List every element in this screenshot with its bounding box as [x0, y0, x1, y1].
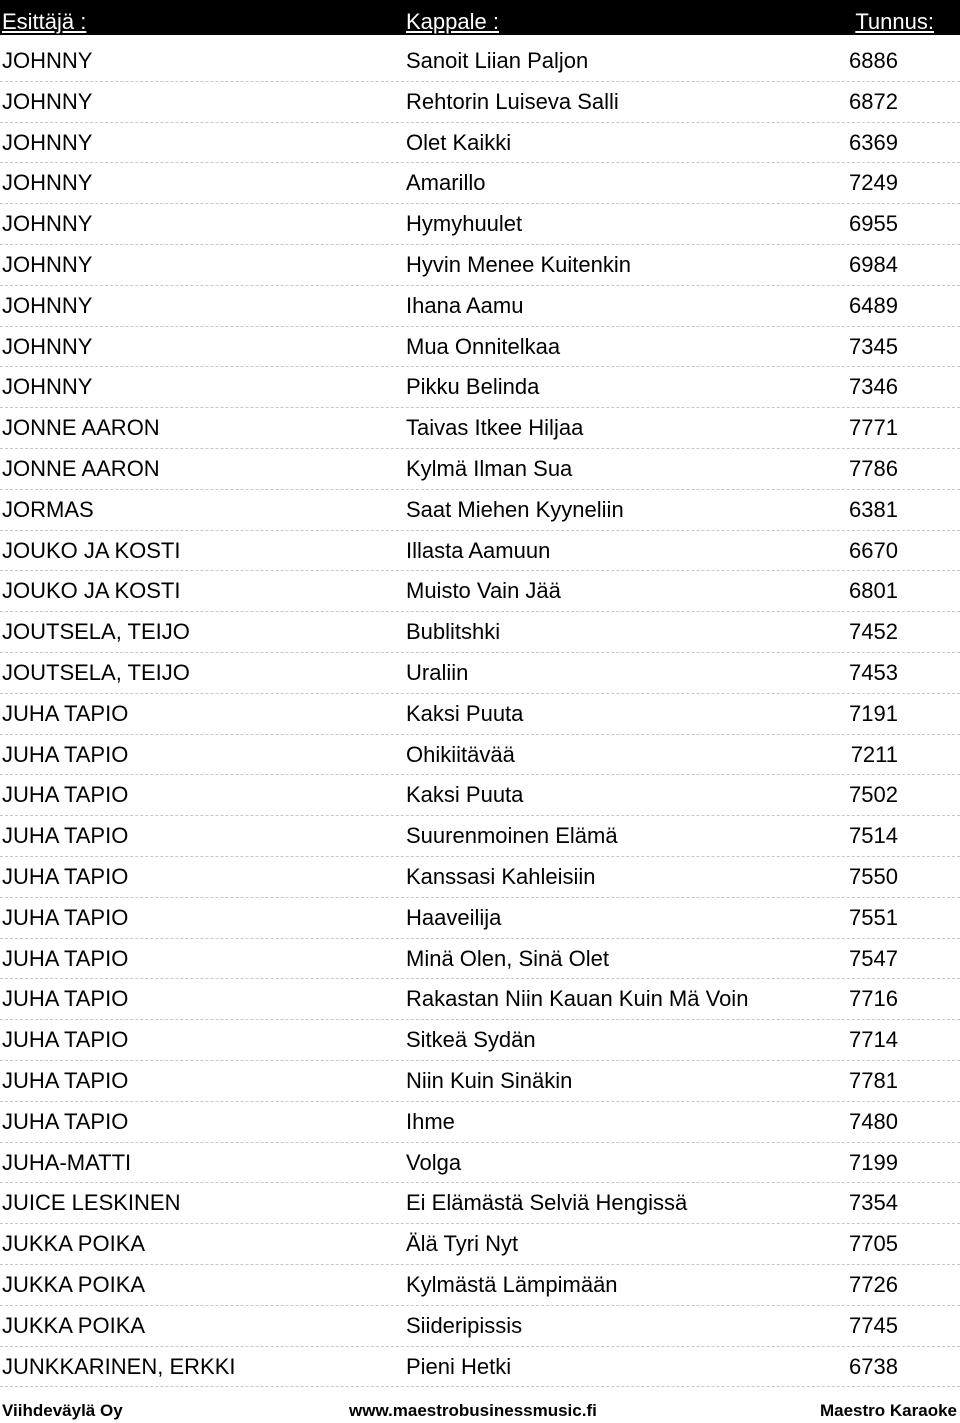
table-row — [0, 939, 960, 980]
code-cell: 7547 — [849, 945, 898, 971]
header-artist-label: Esittäjä : — [2, 9, 87, 34]
code-cell: 6381 — [849, 496, 898, 522]
song-cell: Minä Olen, Sinä Olet — [406, 945, 609, 971]
song-cell: Olet Kaikki — [406, 129, 512, 155]
table-row — [0, 123, 960, 164]
song-cell: Pikku Belinda — [406, 374, 540, 400]
song-cell: Rakastan Niin Kauan Kuin Mä Voin — [406, 986, 749, 1012]
song-cell: Siideripissis — [406, 1312, 523, 1338]
code-cell: 6369 — [849, 129, 898, 155]
artist-cell: JOHNNY — [2, 374, 93, 400]
artist-cell: JUHA TAPIO — [2, 823, 129, 849]
code-cell: 7781 — [849, 1067, 898, 1093]
song-cell: Hymyhuulet — [406, 211, 523, 237]
code-cell: 7550 — [849, 863, 898, 889]
artist-cell: JUHA TAPIO — [2, 700, 129, 726]
song-cell: Mua Onnitelkaa — [406, 333, 561, 359]
song-cell: Älä Tyri Nyt — [406, 1231, 519, 1257]
artist-cell: JUKKA POIKA — [2, 1231, 146, 1257]
code-cell: 7726 — [849, 1271, 898, 1297]
code-cell: 7705 — [849, 1231, 898, 1257]
table-row — [0, 327, 960, 368]
code-cell: 7786 — [849, 455, 898, 481]
song-cell: Taivas Itkee Hiljaa — [406, 415, 584, 441]
song-cell: Saat Miehen Kyyneliin — [406, 496, 624, 522]
table-row — [0, 204, 960, 245]
song-cell: Uraliin — [406, 659, 469, 685]
table-row — [0, 408, 960, 449]
artist-cell: JUKKA POIKA — [2, 1271, 146, 1297]
song-cell: Kanssasi Kahleisiin — [406, 863, 596, 889]
code-cell: 7714 — [849, 1027, 898, 1053]
code-cell: 7502 — [849, 782, 898, 808]
song-cell: Kylmästä Lämpimään — [406, 1271, 618, 1297]
song-cell: Niin Kuin Sinäkin — [406, 1067, 573, 1093]
song-cell: Amarillo — [406, 170, 486, 196]
table-row — [0, 612, 960, 653]
code-cell: 7346 — [849, 374, 898, 400]
artist-cell: JORMAS — [2, 496, 94, 522]
song-cell: Ihme — [406, 1108, 455, 1134]
code-cell: 7211 — [850, 741, 898, 767]
artist-cell: JOHNNY — [2, 211, 93, 237]
code-cell: 7551 — [849, 904, 898, 930]
table-header — [0, 0, 960, 35]
code-cell: 7354 — [849, 1190, 898, 1216]
song-cell: Kylmä Ilman Sua — [406, 455, 573, 481]
table-row — [0, 163, 960, 204]
artist-cell: JUKKA POIKA — [2, 1312, 146, 1338]
artist-cell: JUHA TAPIO — [2, 782, 129, 808]
artist-cell: JUHA TAPIO — [2, 863, 129, 889]
artist-cell: JOUKO JA KOSTI — [2, 537, 181, 563]
header-song-label: Kappale : — [406, 9, 499, 34]
table-row — [0, 286, 960, 327]
artist-cell: JUHA TAPIO — [2, 1108, 129, 1134]
artist-cell: JUNKKARINEN, ERKKI — [2, 1353, 236, 1379]
table-row — [0, 694, 960, 735]
code-cell: 7199 — [849, 1149, 898, 1175]
artist-cell: JOHNNY — [2, 251, 93, 277]
artist-cell: JOUKO JA KOSTI — [2, 578, 181, 604]
footer-brand: Maestro Karaoke — [819, 1401, 957, 1420]
table-row — [0, 775, 960, 816]
table-row — [0, 1347, 960, 1388]
table-row — [0, 816, 960, 857]
code-cell: 6670 — [849, 537, 898, 563]
artist-cell: JUICE LESKINEN — [2, 1190, 181, 1216]
code-cell: 7453 — [849, 659, 898, 685]
code-cell: 7480 — [849, 1108, 898, 1134]
artist-cell: JUHA TAPIO — [2, 904, 129, 930]
table-row — [0, 1061, 960, 1102]
code-cell: 6872 — [849, 88, 898, 114]
footer-company: Viihdeväylä Oy — [2, 1401, 123, 1420]
song-cell: Kaksi Puuta — [406, 700, 524, 726]
song-cell: Rehtorin Luiseva Salli — [406, 88, 619, 114]
artist-cell: JUHA TAPIO — [2, 945, 129, 971]
table-row — [0, 490, 960, 531]
song-cell: Muisto Vain Jää — [406, 578, 561, 604]
code-cell: 7771 — [849, 415, 898, 441]
table-row — [0, 1306, 960, 1347]
page-footer — [0, 1396, 960, 1423]
code-cell: 6984 — [849, 251, 898, 277]
table-row — [0, 245, 960, 286]
code-cell: 6489 — [849, 292, 898, 318]
code-cell: 6955 — [849, 211, 898, 237]
table-row — [0, 571, 960, 612]
song-cell: Ei Elämästä Selviä Hengissä — [406, 1190, 688, 1216]
artist-cell: JOHNNY — [2, 88, 93, 114]
table-row — [0, 735, 960, 776]
song-cell: Bublitshki — [406, 619, 501, 645]
song-cell: Suurenmoinen Elämä — [406, 823, 618, 849]
artist-cell: JOUTSELA, TEIJO — [2, 659, 190, 685]
artist-cell: JUHA TAPIO — [2, 986, 129, 1012]
code-cell: 6738 — [849, 1353, 898, 1379]
table-row — [0, 1265, 960, 1306]
table-row — [0, 1224, 960, 1265]
song-cell: Sanoit Liian Paljon — [406, 48, 589, 73]
code-cell: 7191 — [849, 700, 898, 726]
artist-cell: JONNE AARON — [2, 415, 160, 441]
code-cell: 7745 — [849, 1312, 898, 1338]
song-cell: Illasta Aamuun — [406, 537, 551, 563]
song-cell: Sitkeä Sydän — [406, 1027, 536, 1053]
song-cell: Kaksi Puuta — [406, 782, 524, 808]
code-cell: 7345 — [849, 333, 898, 359]
table-row — [0, 653, 960, 694]
table-row — [0, 1143, 960, 1184]
artist-cell: JOHNNY — [2, 48, 93, 73]
table-row — [0, 1020, 960, 1061]
table-row — [0, 82, 960, 123]
artist-cell: JOHNNY — [2, 129, 93, 155]
artist-cell: JUHA TAPIO — [2, 1027, 129, 1053]
song-cell: Volga — [406, 1149, 462, 1175]
artist-cell: JUHA TAPIO — [2, 741, 129, 767]
song-list — [0, 41, 960, 1387]
code-cell: 6886 — [849, 48, 898, 73]
artist-cell: JONNE AARON — [2, 455, 160, 481]
song-cell: Haaveilija — [406, 904, 502, 930]
code-cell: 6801 — [849, 578, 898, 604]
table-row — [0, 857, 960, 898]
song-cell: Pieni Hetki — [406, 1353, 512, 1379]
table-row — [0, 898, 960, 939]
table-row — [0, 449, 960, 490]
song-cell: Ohikiitävää — [406, 741, 515, 767]
code-cell: 7716 — [849, 986, 898, 1012]
song-cell: Ihana Aamu — [406, 292, 524, 318]
table-row — [0, 1183, 960, 1224]
artist-cell: JUHA TAPIO — [2, 1067, 129, 1093]
artist-cell: JUHA-MATTI — [2, 1149, 132, 1175]
table-row — [0, 41, 960, 82]
song-cell: Hyvin Menee Kuitenkin — [406, 251, 632, 277]
table-row — [0, 531, 960, 572]
artist-cell: JOHNNY — [2, 292, 93, 318]
code-cell: 7514 — [849, 823, 898, 849]
artist-cell: JOHNNY — [2, 170, 93, 196]
table-row — [0, 979, 960, 1020]
code-cell: 7452 — [849, 619, 898, 645]
code-cell: 7249 — [849, 170, 898, 196]
artist-cell: JOUTSELA, TEIJO — [2, 619, 190, 645]
artist-cell: JOHNNY — [2, 333, 93, 359]
table-row — [0, 1102, 960, 1143]
table-row — [0, 367, 960, 408]
footer-website: www.maestrobusinessmusic.fi — [349, 1401, 597, 1420]
header-code-label: Tunnus: — [855, 9, 934, 34]
